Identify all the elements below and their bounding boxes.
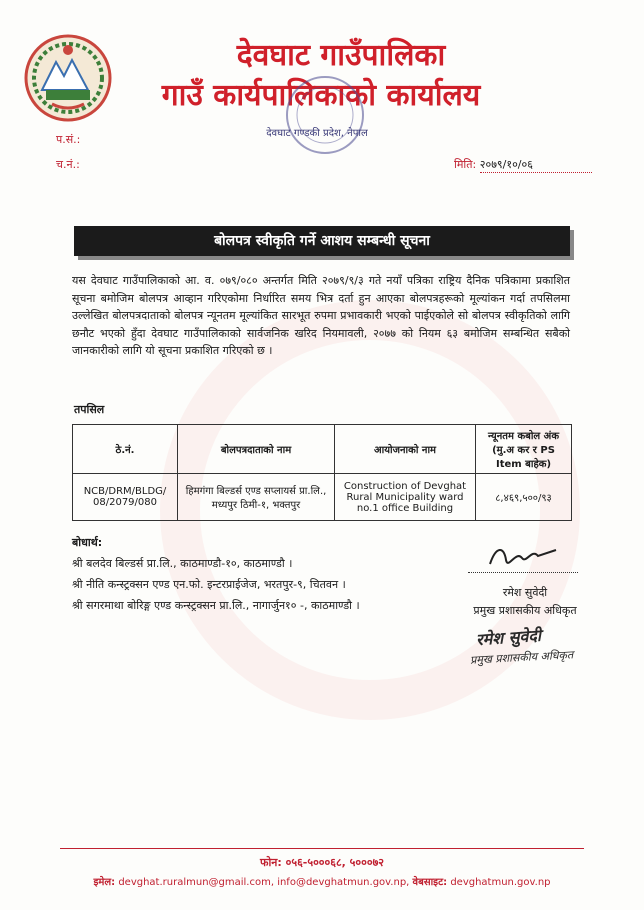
table-header: बोलपत्रदाताको नाम — [178, 425, 335, 474]
notice-banner: बोलपत्र स्वीकृति गर्ने आशय सम्बन्धी सूचना — [74, 226, 570, 256]
bodharth-item: श्री नीति कन्स्ट्रक्सन एण्ड एन.फो. इन्टरप्राईजेज, भरतपुर-९, चितवन । — [72, 578, 346, 591]
signatory-name: रमेश सुवेदी — [502, 586, 548, 599]
email-label: इमेल: — [93, 877, 116, 888]
office-title-line1: देवघाट गाउँपालिका — [236, 38, 446, 73]
bodharth-item: श्री सगरमाथा बोरिङ्ग एण्ड कन्स्ट्रक्सन प्रा.लि., नागार्जुन१० -, काठमाण्डौ । — [72, 599, 360, 612]
table-cell: हिमगंगा बिल्डर्स एण्ड सप्लायर्स प्रा.लि., मध्यपुर ठिमी-१, भक्तपुर — [178, 474, 335, 521]
date-label: मिति: — [454, 158, 477, 171]
website-label: वेबसाइट: — [412, 877, 448, 888]
section-title: तपसिल — [74, 403, 105, 416]
table-cell: ८,४६९,५००/९३ — [476, 474, 572, 521]
notice-body: यस देवघाट गाउँपालिकाको आ. व. ०७९/०८० अन्तर्गत मिति २०७९/९/३ गते नयाँ पत्रिका राष्ट्रिय दैनिक पत्रिकामा प्रकाशित सूचना बमोजिम बोलपत्र आव्हान गरिएकोमा निर्धारित समय भित्र दर्ता हुन आएका बोलपत्रहरूको मूल्यांकन गर्दा तपसिलमा उल्लेखित बोलपत्रदाताको बोलपत्र न्यूनतम मूल्यांकित सारभूत रुपमा प्रभावकारी भएको पाईएकोले सो बोलपत्र स्वीकृतिको लागि छनौट भएको हुँदा देवघाट गाउँपालिकाको सार्वजनिक खरिद नियमावली, २०७७ को नियम ६३ बमोजिम सम्बन्धित सबैको जानकारीको लागि यो सूचना प्रकाशित गरिएको छ । — [72, 274, 570, 357]
footer-phone: फोन: ०५६-५०००६८, ५०००७२ — [259, 856, 385, 869]
name-stamp: रमेश सुवेदी — [475, 625, 542, 650]
signatory-designation: प्रमुख प्रशासकीय अधिकृत — [473, 604, 577, 617]
email-value: devghat.ruralmun@gmail.com, info@devghatmun.gov.np, — [118, 877, 410, 888]
designation-stamp: प्रमुख प्रशासकीय अधिकृत — [469, 648, 574, 667]
office-title-line2: गाउँ कार्यपालिकाको कार्यालय — [161, 78, 481, 113]
table-cell: NCB/DRM/BLDG/ 08/2079/080 — [73, 474, 178, 521]
office-stamp-icon — [270, 70, 380, 160]
patra-sankhya-label: प.सं.: — [56, 133, 81, 146]
table-header: आयोजनाको नाम — [335, 425, 476, 474]
table-header-row — [73, 425, 572, 474]
date-value: २०७९/१०/०६ — [479, 158, 533, 171]
bodharth-title: बोधार्थ: — [72, 536, 103, 549]
bodharth-section — [72, 532, 360, 616]
website-value: devghatmun.gov.np — [450, 877, 551, 888]
signature-line — [468, 572, 578, 573]
footer-contact — [0, 874, 644, 888]
nepal-emblem-icon — [22, 32, 114, 124]
bodharth-item: श्री बलदेव बिल्डर्स प्रा.लि., काठमाण्डौ-१०, काठमाण्डौ । — [72, 557, 293, 570]
table-cell: Construction of Devghat Rural Municipality ward no.1 office Building — [335, 474, 476, 521]
chalani-label: च.नं.: — [56, 158, 80, 171]
signatory-block — [440, 584, 610, 620]
signature-icon — [486, 540, 566, 574]
table-header: ठे.नं. — [73, 425, 178, 474]
table-header: न्यूनतम कबोल अंक (मु.अ कर र PS Item बाहेक) — [476, 425, 572, 474]
table-row — [73, 474, 572, 521]
office-stamp-text: देवघाट गण्डकी प्रदेश, नेपाल — [266, 128, 368, 139]
bid-table — [72, 424, 572, 521]
footer-divider — [60, 848, 584, 849]
